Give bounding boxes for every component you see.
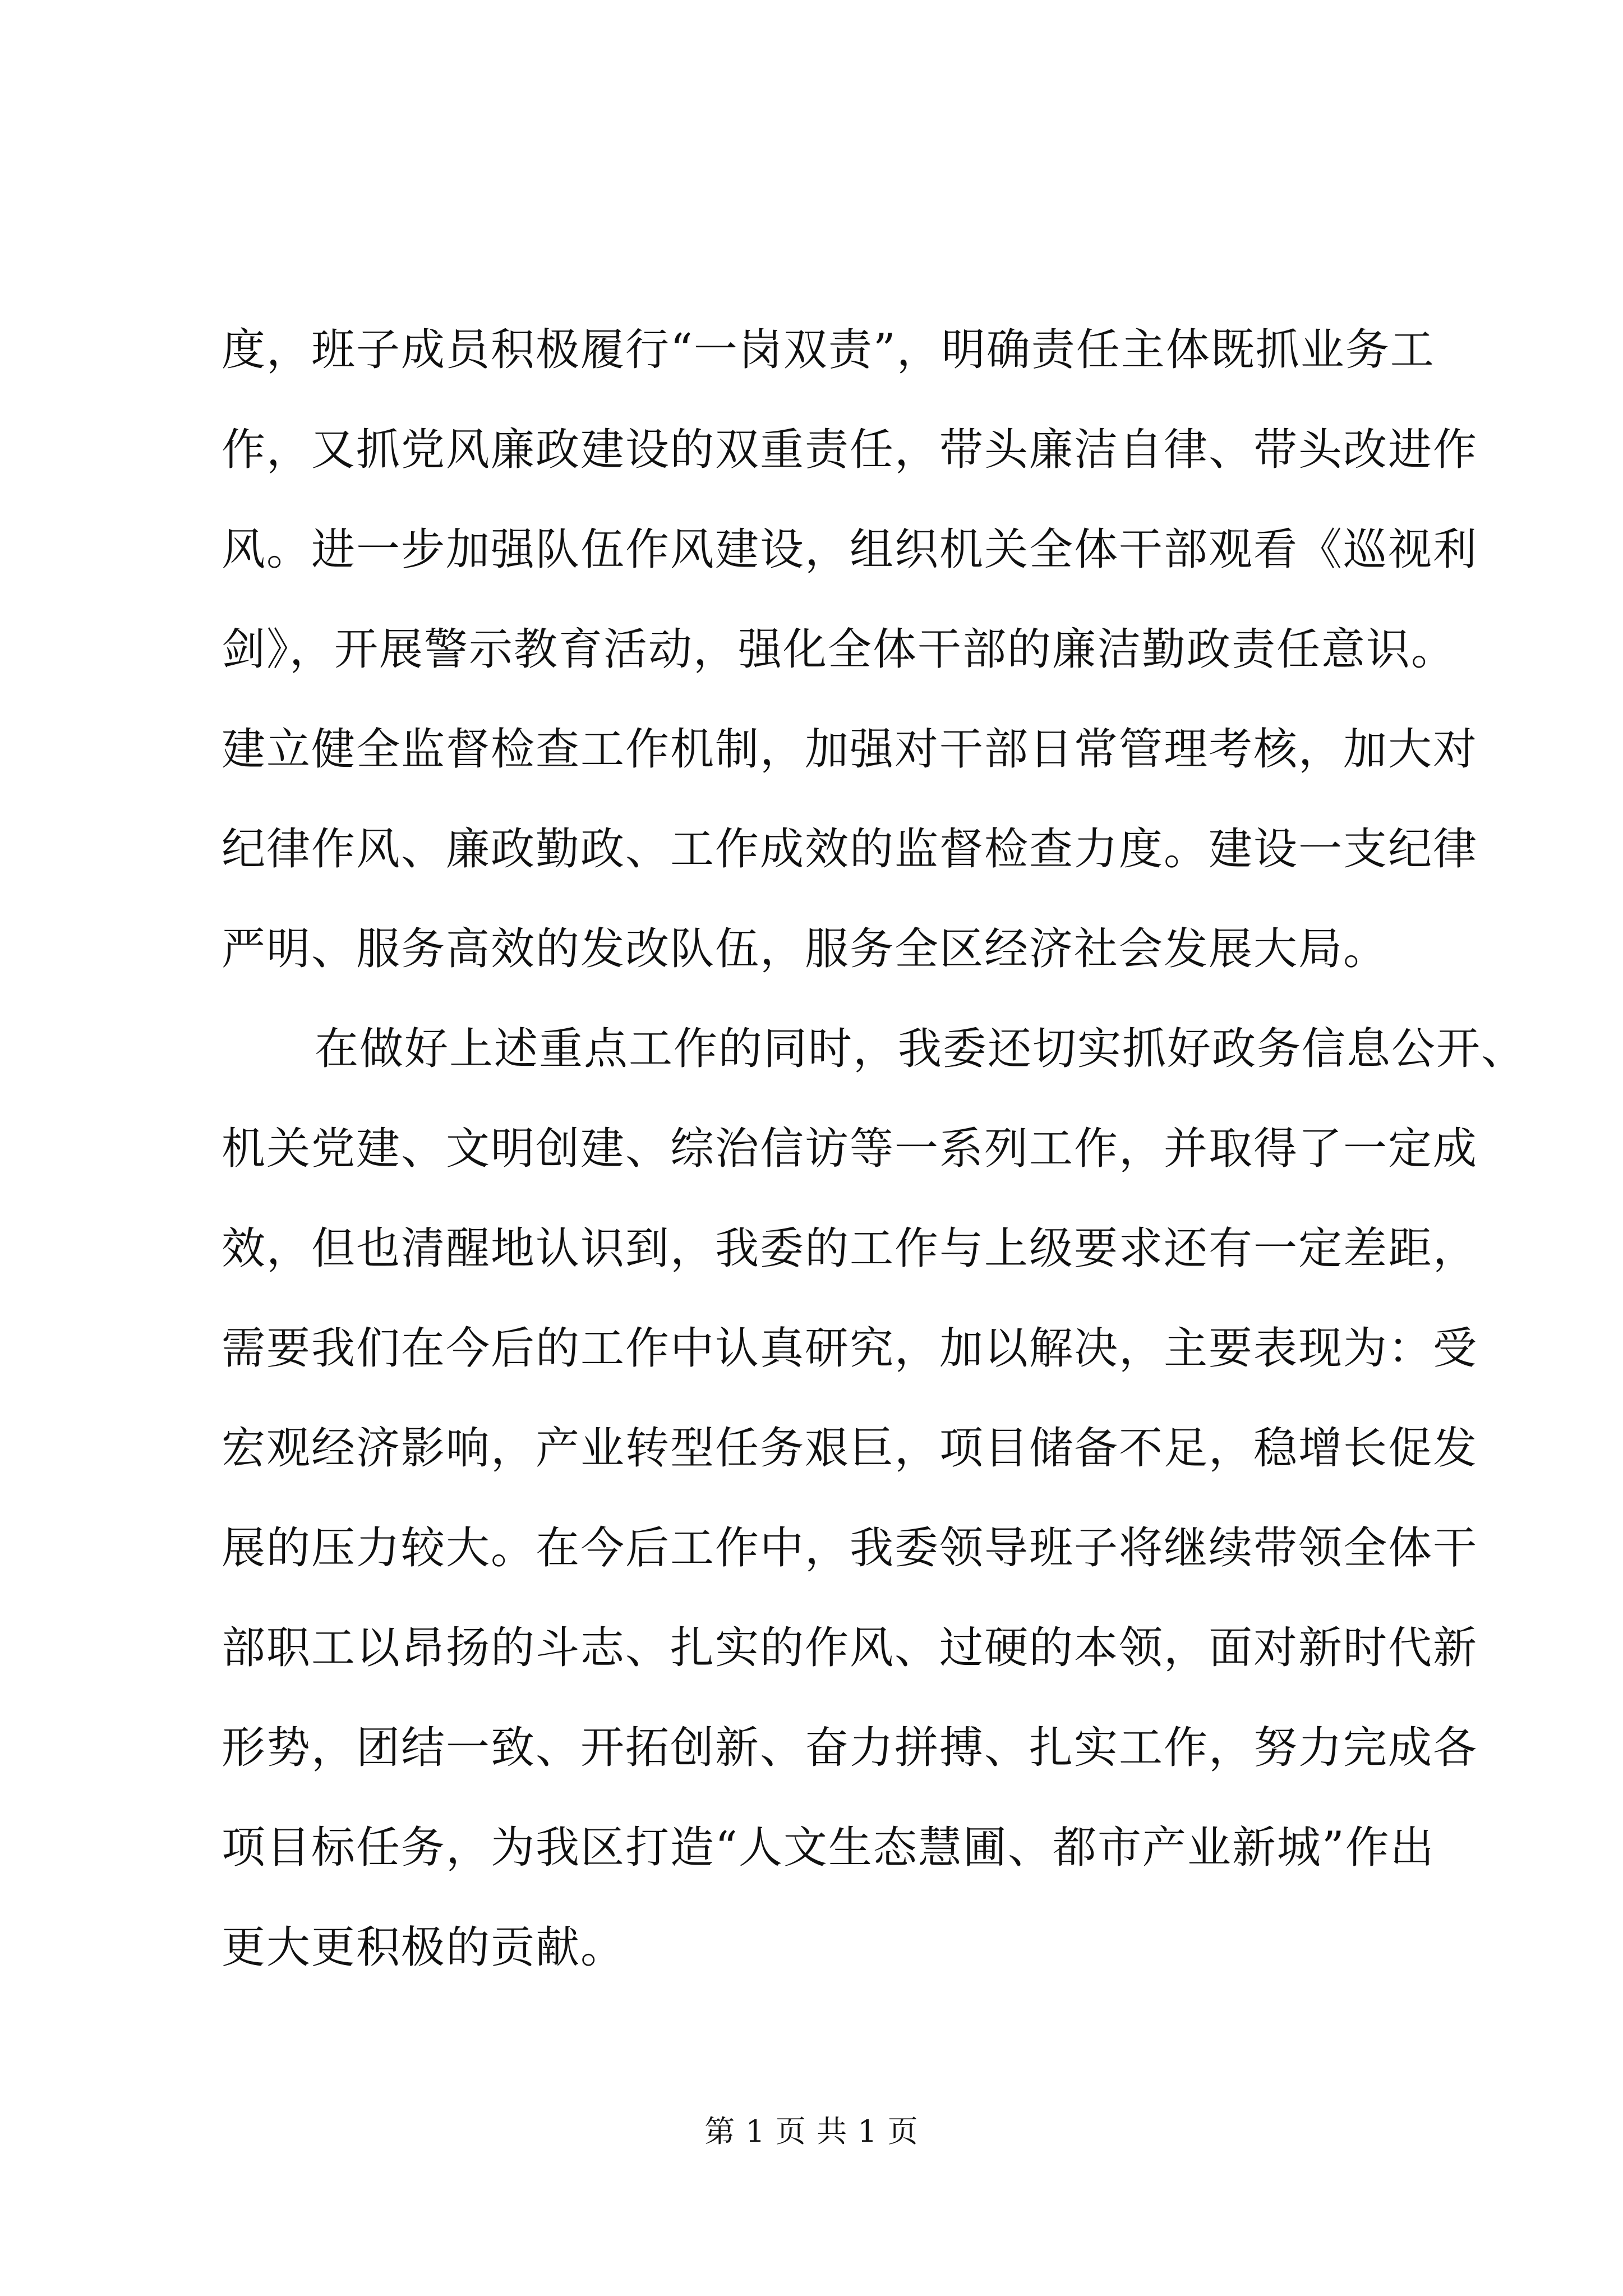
paragraph-2-line-2: 机关党建、文明创建、综治信访等一系列工作，并取得了一定成	[222, 1124, 1478, 1174]
paragraph-2-line-5: 宏观经济影响，产业转型任务艰巨，项目储备不足，稳增长促发	[222, 1423, 1478, 1474]
paragraph-2-line-9: 项目标任务，为我区打造“人文生态慧圃、都市产业新城”作出	[222, 1823, 1435, 1873]
paragraph-1-line-2: 作，又抓党风廉政建设的双重责任，带头廉洁自律、带头改进作	[222, 425, 1478, 475]
page-number-label: 第 1 页 共 1 页	[704, 2114, 919, 2149]
paragraph-1-line-4: 剑》，开展警示教育活动，强化全体干部的廉洁勤政责任意识。	[222, 624, 1456, 675]
paragraph-2-line-4: 需要我们在今后的工作中认真研究，加以解决，主要表现为：受	[222, 1323, 1478, 1374]
paragraph-1-line-5: 建立健全监督检查工作机制，加强对干部日常管理考核，加大对	[222, 724, 1478, 775]
paragraph-2-line-8: 形势，团结一致、开拓创新、奋力拼搏、扎实工作，努力完成各	[222, 1723, 1478, 1773]
paragraph-2-line-1: 在做好上述重点工作的同时，我委还切实抓好政务信息公开、	[315, 1024, 1527, 1074]
paragraph-1-line-6: 纪律作风、廉政勤政、工作成效的监督检查力度。建设一支纪律	[222, 824, 1478, 875]
paragraph-1-line-3: 风。进一步加强队伍作风建设，组织机关全体干部观看《巡视利	[222, 524, 1478, 575]
paragraph-2-line-7: 部职工以昂扬的斗志、扎实的作风、过硬的本领，面对新时代新	[222, 1623, 1478, 1673]
paragraph-2-line-10: 更大更积极的贡献。	[222, 1922, 626, 1973]
paragraph-2-line-3: 效，但也清醒地认识到，我委的工作与上级要求还有一定差距，	[222, 1223, 1478, 1274]
document-body	[222, 300, 1527, 1998]
paragraph-1-line-1: 度，班子成员积极履行“一岗双责”，明确责任主体既抓业务工	[222, 325, 1435, 375]
paragraph-2-line-6: 展的压力较大。在今后工作中，我委领导班子将继续带领全体干	[222, 1523, 1478, 1573]
page-footer	[0, 2109, 1623, 2154]
paragraph-1-line-7: 严明、服务高效的发改队伍，服务全区经济社会发展大局。	[222, 924, 1389, 974]
